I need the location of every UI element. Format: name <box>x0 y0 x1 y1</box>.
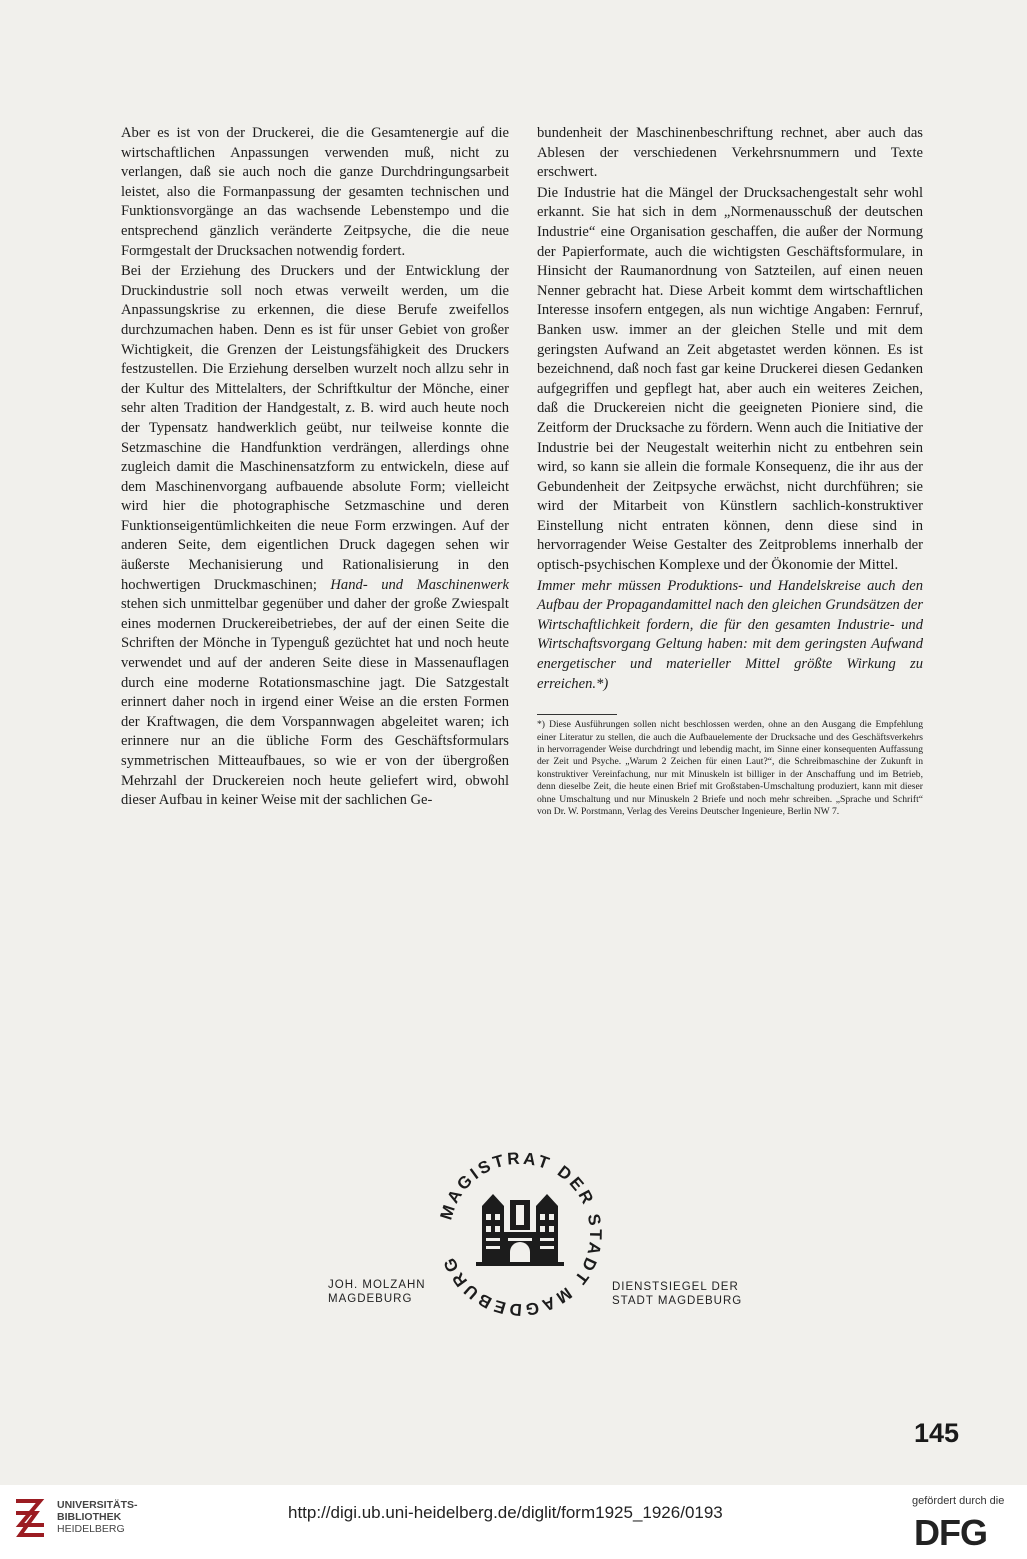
paragraph: Aber es ist von der Druckerei, die die Gesamtenergie auf die wirtschaftlichen Anpassungen verwenden muß, nicht zu verlangen, daß sie auch noch die ganze Durchdringungsarbeit leistet, also die Formanpassung der gesamten technischen und Funktionsvorgänge an das wachsende Lebenstempo und die entsprechend gänzlich veränderte Zeitpsyche, die die neue Formgestalt der Drucksachen notwendig fordert. <box>121 125 509 259</box>
caption-line: JOH. MOLZAHN <box>328 1279 426 1291</box>
library-name[interactable] <box>57 1499 138 1535</box>
dfg-logo[interactable]: DFG <box>914 1512 987 1553</box>
paragraph: Die Industrie hat die Mängel der Drucksachengestalt sehr wohl erkannt. Sie hat sich in dem „Normenausschuß der deutschen Industrie“ eine Organisation geschaffen, die außer der Normung der Papierformate, auch die wichtigsten Geschäftsformulare, in Hinsicht der Raumanordnung von Satzteilen, auf einen neuen Nenner gebracht hat. Diese Arbeit kommt dem wirtschaftlichen Interesse insofern entgegen, als nun wichtige Angaben: Fernruf, Banken usw. immer an der gleichen Stelle und mit dem geringsten Aufwand an Zeit abgetastet werden können. Es ist bezeichnend, daß noch fast gar keine Druckerei diesen Gedanken aufgegriffen und gepflegt hat, aber auch ein weiteres Zeichen, daß die Druckereien nicht die geeigneten Pioniere sind, die Zeitform der Drucksache zu fördern. Wenn auch die Initiative der Industrie bei der Neugestalt weiterhin nicht zu entbehren sein wird, so kann sie allein die formale Konsequenz, die ihr aus der Gebundenheit der Zeitpsyche erwächst, nicht durchführen; sie wird der Mitarbeit von Künstlern sachlich-konstruktiver Einstellung nicht entraten können, denn diese sind in hervorragender Weise Gestalter des Zeitproblems innerhalb der optisch-psychischen Komplexe und der Ökonomie der Mittel. <box>537 184 923 574</box>
library-name-line: BIBLIOTHEK <box>57 1511 122 1523</box>
text-run: Bei der Erziehung des Druckers und der Entwicklung der Druckindustrie soll noch etwas verweilt werden, um die Anpassungskrise zu erkennen, die diese Berufe zweifellos durchzumachen haben. Denn es ist für unser Gebiet von großer Wichtigkeit, die Grenzen der Leistungsfähigkeit des Druckers festzustellen. Die Erziehung derselben wurzelt noch allzu sehr in der Kultur des Mittelalters, der Schriftkultur der Mönche, einer sehr alten Tradition der Handgestalt, z. B. wird auch heute noch der Typensatz handwerklich geübt, nur teilweise konnte die Setzmaschine die Handfunktion verdrängen, allerdings ohne zugleich damit die Maschinensatzform zu entwickeln, diese auf dem Maschinenvorgang aufbauende absolute Form; vielleicht wird hier die photographische Setzmaschine und deren Funktionseigentümlichkeiten die neue Form erzwingen. Auf der anderen Seite, dem eigentlichen Druck dagegen sehen wir äußerste Mechanisierung und Rationalisierung in den hochwertigen Druckmaschinen; <box>121 263 509 593</box>
library-logo-icon[interactable] <box>10 1495 50 1543</box>
castle-icon <box>476 1194 564 1266</box>
seal-graphic <box>436 1150 604 1318</box>
text-run: stehen sich unmittelbar gegenüber und daher der große Zwiespalt eines modernen Druckereibetriebes, der auf der einen Seite die Schriften der Mönche in Typenguß gezüchtet hat und noch heute verwendet und auf der anderen Seite diese in Massenauflagen durch eine moderne Rotationsmaschine jagt. Die Satzgestalt erinnert daher noch in irgend einer Weise an die ersten Formen der Kraftwagen, die dem Vorspannwagen abgeleitet waren; ich erinnere nur an die übliche Form des Geschäftsformulars symmetrischen Mitteaufbaues, so wie er von der übergroßen Mehrzahl der Druckereien noch heute geliefert wird, obwohl dieser Aufbau in keiner Weise mit der sachlichen Ge- <box>121 596 509 809</box>
left-text-column <box>121 124 509 811</box>
footnote: *) Diese Ausführungen sollen nicht beschlossen werden, ohne an den Ausgang die Empfehlung einer Literatur zu stellen, die auch die Aufbauelemente der Drucksache und des Geschäftsverkehrs in hervorragender Weise durchdringt und lebendig macht, im Sinne einer konsequenten Auffassung der Zeit und Psyche. „Warum 2 Zeichen für einen Laut?“, die Schreibmaschine der Zukunft in konstruktiver Vereinfachung, nur mit Minuskeln ist billiger in der Anschaffung und im Betrieb, denn dieselbe Zeit, die heute einen Brief mit Großstaben-Umschaltung produziert, kann mit dieser ohne Umschaltung und nur Minuskeln 2 Briefe und noch mehr schreiben. „Sprache und Schrift“ von Dr. W. Porstmann, Verlag des Vereins Deutscher Ingenieure, Berlin NW 7. <box>537 719 923 818</box>
paragraph <box>121 262 509 811</box>
city-seal <box>436 1150 604 1318</box>
caption-line: STADT MAGDEBURG <box>612 1295 743 1307</box>
seal-caption-title <box>612 1280 742 1308</box>
permalink-url[interactable]: http://digi.ub.uni-heidelberg.de/diglit/form1925_1926/0193 <box>288 1503 723 1522</box>
page-number: 145 <box>914 1418 960 1448</box>
right-text-column <box>537 124 923 818</box>
library-name-line: HEIDELBERG <box>57 1523 125 1535</box>
footnote-divider <box>537 714 617 715</box>
seal-ring-text: MAGISTRAT DER STADT MAGDEBURG <box>436 1150 604 1318</box>
italic-text-run: Hand- und Maschinenwerk <box>330 576 509 593</box>
caption-line: DIENSTSIEGEL DER <box>612 1281 739 1293</box>
funding-label: gefördert durch die <box>912 1495 1005 1507</box>
seal-caption-author <box>328 1278 426 1306</box>
paragraph: bundenheit der Maschinenbeschriftung rechnet, aber auch das Ablesen der verschiedenen Verkehrsnummern und Texte erschwert. <box>537 125 923 181</box>
caption-line: MAGDEBURG <box>328 1293 413 1305</box>
italic-paragraph: Immer mehr müssen Produktions- und Handelskreise auch den Aufbau der Propagandamittel nach den gleichen Grundsätzen der Wirtschaftlichkeit fordern, die für den gesamten Industrie- und Wirtschaftsvorgang Geltung haben: mit dem geringsten Aufwand energetischer und materieller Mittel größte Wirkung zu erreichen.*) <box>537 577 923 692</box>
footer-bar <box>0 1485 1027 1559</box>
library-name-line: UNIVERSITÄTS- <box>57 1499 138 1511</box>
